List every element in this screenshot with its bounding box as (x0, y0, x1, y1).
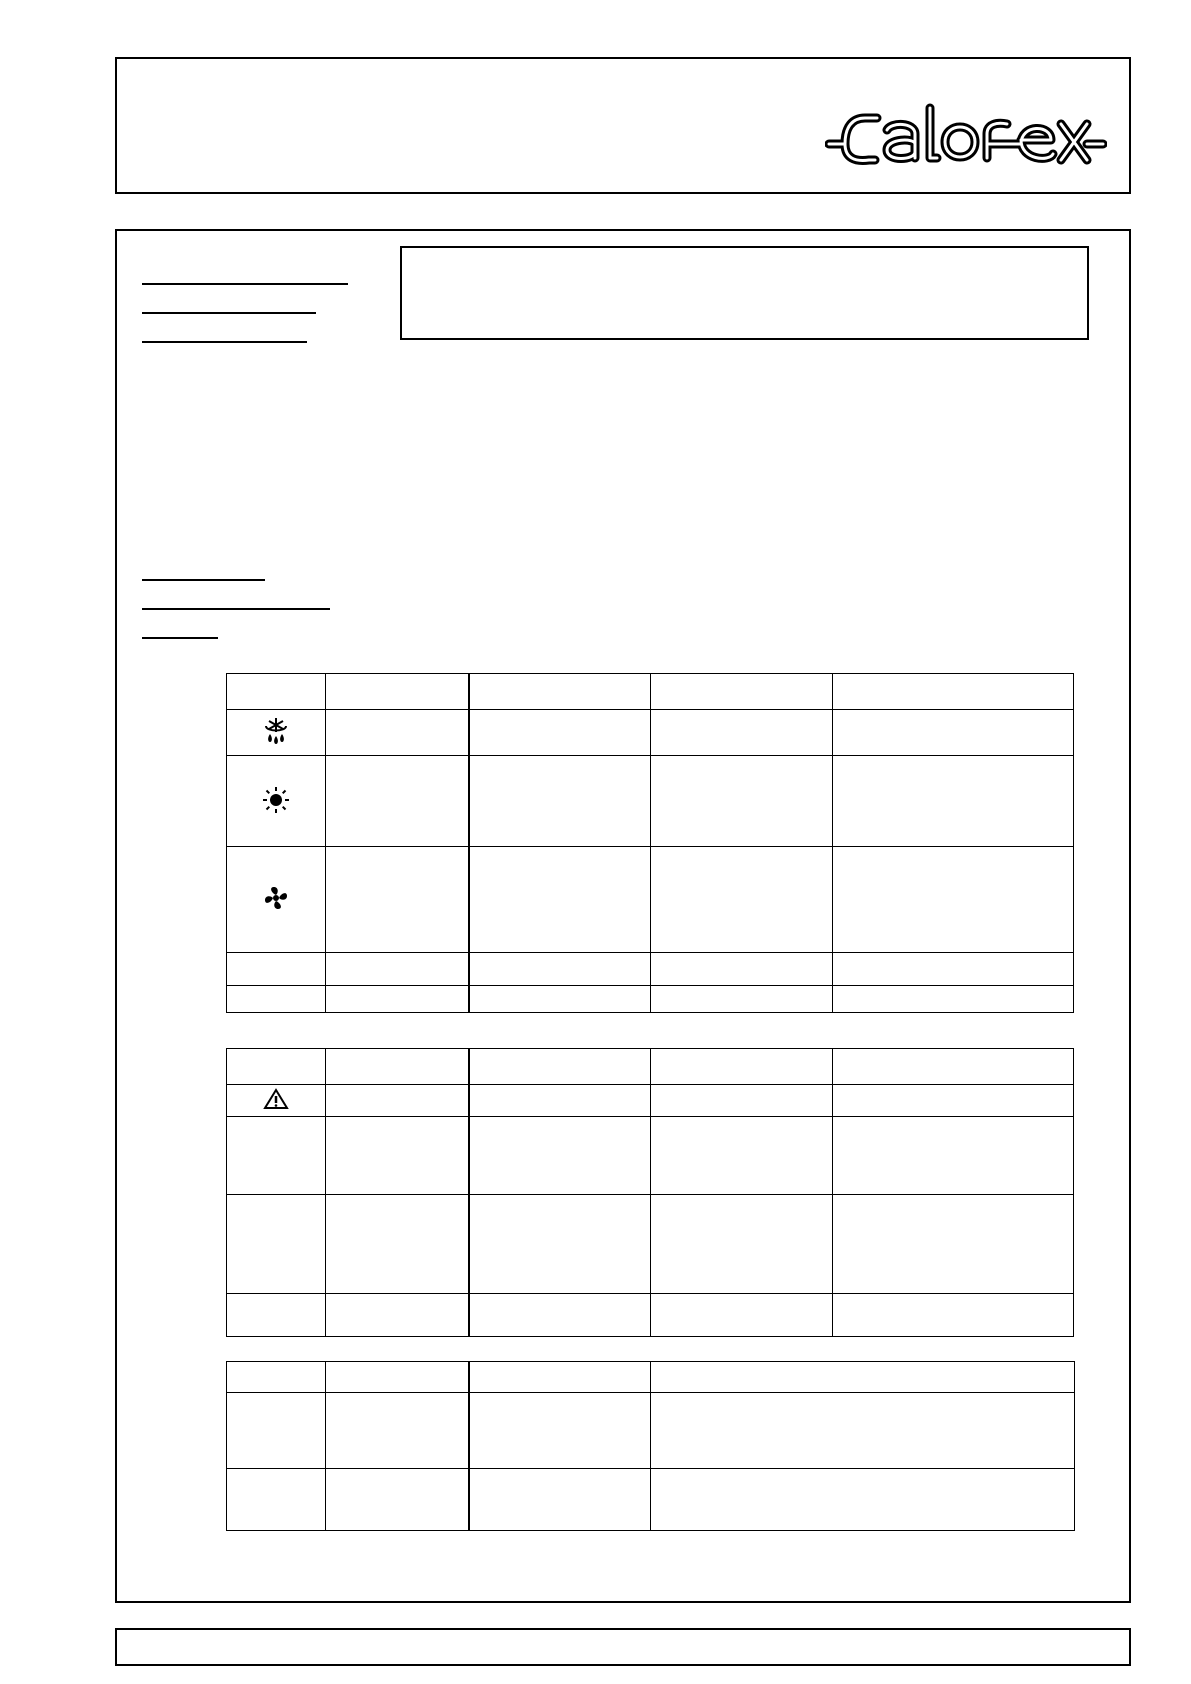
table-row (227, 847, 1074, 953)
field-line (142, 608, 330, 610)
settings-table (226, 1361, 1075, 1531)
table-row (227, 1085, 1074, 1117)
table-row (227, 674, 1074, 710)
alarms-table (226, 1048, 1074, 1337)
table-row (227, 710, 1074, 756)
fan-icon (263, 885, 289, 911)
table-row (227, 986, 1074, 1013)
warning-triangle-icon (263, 1088, 289, 1110)
snowflake-drip-icon (262, 716, 290, 746)
field-line (142, 341, 307, 343)
calorex-logo (825, 100, 1107, 170)
table-row (227, 1049, 1074, 1085)
table-row (227, 1362, 1075, 1393)
field-line (142, 579, 265, 581)
title-box (400, 246, 1089, 340)
field-line (142, 312, 316, 314)
sun-icon (262, 786, 290, 814)
table-row (227, 1293, 1074, 1336)
table-row (227, 1469, 1075, 1531)
table-row (227, 1194, 1074, 1293)
operating-modes-table (226, 673, 1074, 1013)
table-row (227, 953, 1074, 986)
table-row (227, 756, 1074, 847)
table-row (227, 1117, 1074, 1194)
field-line (142, 637, 218, 639)
table-row (227, 1393, 1075, 1469)
footer-frame (115, 1628, 1131, 1666)
field-line (142, 283, 348, 285)
